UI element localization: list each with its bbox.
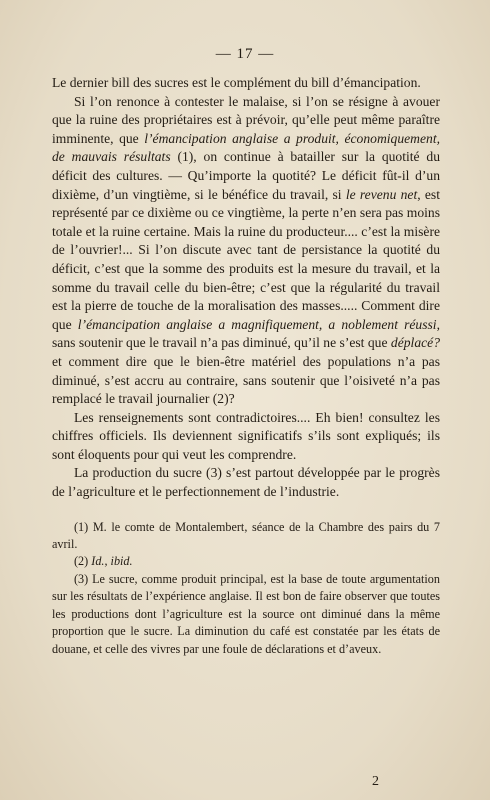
- body-text: [52, 74, 440, 502]
- italic-text: le revenu net: [345, 186, 418, 202]
- footnote: [52, 553, 440, 570]
- text-block: [52, 74, 440, 658]
- page-number: — 17 —: [215, 46, 275, 62]
- text-run: (1) M. le comte de Montalembert, séance de la Chambre des pairs du 7 avril.: [52, 519, 440, 552]
- paragraph: Les renseignements sont contradictoires.... Eh bien! consultez les chiffres officiels. Ils deviennent significatifs s’ils sont expliqués; ils sont éloquents pour qui veut les comprendre.: [52, 409, 440, 462]
- footnotes: [52, 519, 440, 658]
- text-run: (2): [74, 554, 92, 569]
- italic-text: Id., ibid.: [91, 554, 133, 569]
- text-run: , est représenté par ce dixième ou ce vingtième, la perte n’en sera pas moins totale et la ruine certaine. Mais la ruine du producteur.... c’est la misère de l’ouvrier!... Si l’on discute avec tant de persistance la quotité du déficit, c’est que la somme des produits est la mesure du travail, et la somme du travail celle du bien-être; c’est que la régularité du travail est la pierre de touche de la moralisation des masses..... Comment dire que: [52, 186, 440, 332]
- paragraph: [52, 93, 440, 409]
- text-run: (1), on continue à batailler sur la quotité du déficit des cultures. — Qu’importe la quotité? Le déficit fût-il d’un dixième, d’un vingtième, si le bénéfice du travail, si: [52, 149, 441, 202]
- paragraph: Le dernier bill des sucres est le complément du bill d’émancipation.: [52, 75, 421, 90]
- text-run: (3) Le sucre, comme produit principal, est la base de toute argumentation sur les résultats de l’expérience anglaise. Il est bon de faire observer que toutes les productions dont l’agriculture est la source ont diminué dans la même proportion que le sucre. La diminution du café est constatée par les états de douane, et celle des vivres par une foule de déclarations et d’aveux.: [52, 571, 440, 656]
- signature-mark: 2: [372, 774, 379, 789]
- text-run: , sans soutenir que le travail n’a pas diminué, qu’il ne s’est que: [52, 316, 440, 351]
- paragraph: La production du sucre (3) s’est partout développée par le progrès de l’agriculture et le perfectionnement de l’industrie.: [52, 465, 440, 500]
- italic-text: déplacé?: [390, 335, 440, 351]
- footnote: [52, 571, 440, 658]
- footnote: [52, 519, 440, 554]
- text-run: Si l’on renonce à contester le malaise, si l’on se résigne à avouer que la ruine des propriétaires est à prévoir, qu’elle peut même paraître imminente, que: [52, 93, 440, 146]
- italic-text: l’émancipation anglaise a produit, économiquement, de mauvais résultats: [52, 130, 440, 165]
- text-run: et comment dire que le bien-être matériel des populations n’a pas diminué, s’est accru au contraire, sans soutenir que l’oisiveté n’a pas remplacé le travail journalier (2)?: [52, 353, 440, 407]
- italic-text: l’émancipation anglaise a magnifiquement, a noblement réussi: [77, 316, 437, 332]
